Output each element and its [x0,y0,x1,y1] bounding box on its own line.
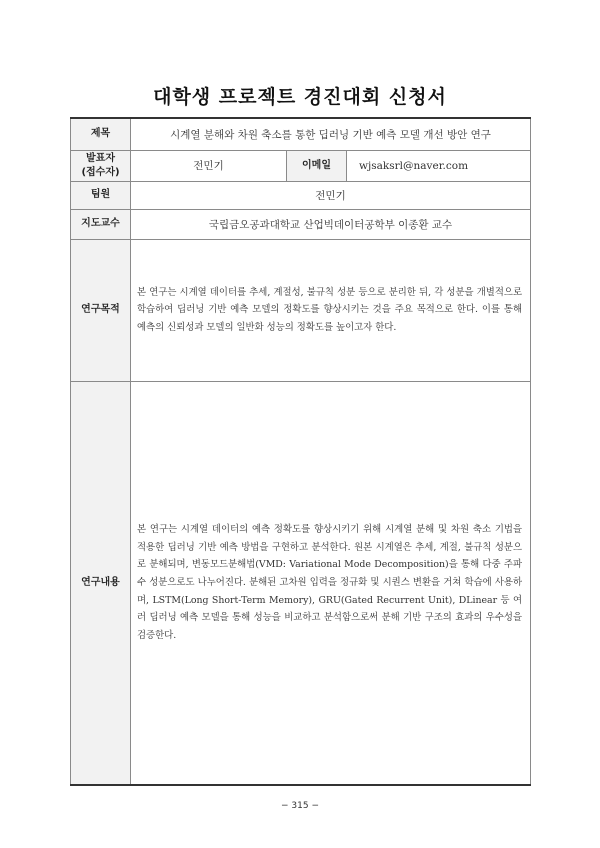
advisor-value: 국립금오공과대학교 산업빅데이터공학부 이종환 교수 [131,209,531,239]
content-text: 본 연구는 시계열 데이터의 예측 정확도를 향상시키기 위해 시계열 분해 및 차원 축소 기법을 적용한 딥러닝 기반 예측 방법을 구현하고 분석한다. 원본 시계열은 추세, 계절, 불규칙 성분으로 분해되며, 변동모드분해법(VMD: Variational Mode Decomposition)을 통해 다중 주파수 성분으로도 나누어진다. 분해된 고차원 입력을 정규화 및 시퀀스 변환을 거쳐 학습에 사용하며, LSTM(Long Short-Term Memory), GRU(Gated Recurrent Unit), DLinear 등 여러 딥러닝 예측 모델을 통해 성능을 비교하고 분석함으로써 분해 기반 구조의 효과의 우수성을 검증한다. [131,381,531,785]
row-purpose [71,239,531,381]
team-value: 전민기 [131,181,531,209]
purpose-text: 본 연구는 시계열 데이터를 추세, 계절성, 불규칙 성분 등으로 분리한 뒤, 각 성분을 개별적으로 학습하여 딥러닝 기반 예측 모델의 정확도를 향상시키는 것을 주요 목적으로 한다. 이를 통해 예측의 신뢰성과 모델의 일반화 성능의 정확도를 높이고자 한다. [131,239,531,381]
row-advisor [71,209,531,239]
email-label: 이메일 [287,150,347,181]
page-number: − 315 − [281,801,319,811]
row-subject [71,118,531,150]
advisor-label: 지도교수 [71,209,131,239]
purpose-label: 연구목적 [71,239,131,381]
email-value: wjsaksrl@naver.com [347,150,531,181]
presenter-label-line1: 발표자 [86,152,115,164]
subject-label: 제목 [71,118,131,150]
subject-value: 시계열 분해와 차원 축소를 통한 딥러닝 기반 예측 모델 개선 방안 연구 [131,118,531,150]
presenter-label [71,150,131,181]
row-team [71,181,531,209]
row-presenter [71,150,531,181]
row-content [71,381,531,785]
content-label: 연구내용 [71,381,131,785]
form-title: 대학생 프로젝트 경진대회 신청서 [153,86,447,108]
presenter-value: 전민기 [131,150,287,181]
presenter-label-line2: (접수자) [81,166,120,178]
team-label: 팀원 [71,181,131,209]
application-form-table [70,117,531,786]
